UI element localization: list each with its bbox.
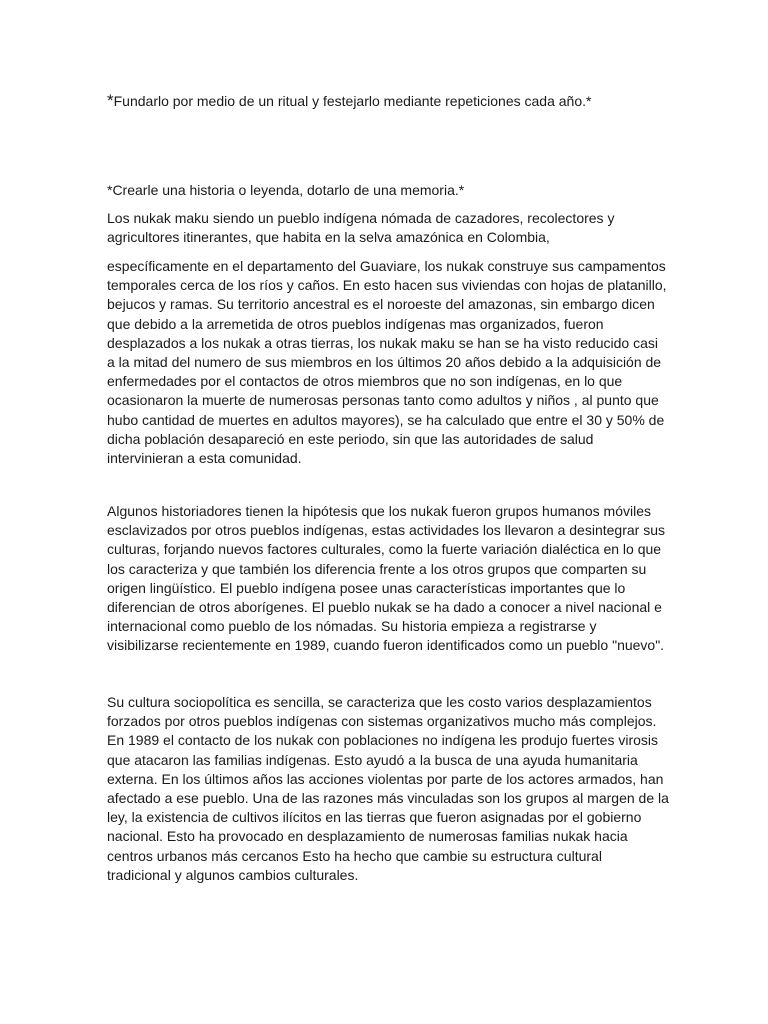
text-line: origen lingüístico. El pueblo indígena posee unas características importantes que lo [107,579,626,596]
text-line: Su cultura sociopolítica es sencilla, se caracteriza que les costo varios desplazamientos [107,694,652,710]
text-line: los caracteriza y que también los diferencia frente a los otros grupos que comparten su [107,560,647,577]
text-line: internacional como pueblo de los nómadas. Su historia empieza a registrarse y [107,618,597,635]
text-line: tradicional y algunos cambios culturales. [107,866,359,883]
text-line: temporales cerca de los ríos y caños. En esto hacen sus viviendas con hojas de platanillo, [107,277,667,294]
text-line: enfermedades por el contactos de otros miembros que no son indígenas, en lo que [107,373,623,390]
paragraph-sociopolitica [107,693,667,885]
text-line: bejucos y ramas. Su territorio ancestral es el noroeste del amazonas, sin embargo dicen [107,296,655,313]
text-line: culturas, forjando nuevos factores culturales, como la fuerte variación dialéctica en lo que [107,541,662,558]
text-line: centros urbanos más cercanos Esto ha hecho que cambie su estructura cultural [107,847,602,864]
text-line: visibilizarse recientemente en 1989, cuando fueron identificados como un pueblo "nuevo". [107,637,665,654]
text-line: que debido a la arremetida de otros pueblos indígenas mas organizados, fueron [107,315,604,332]
leading-asterisk: * [107,91,114,110]
text-line: Algunos historiadores tienen la hipótesis que los nukak fueron grupos humanos móviles [107,503,651,519]
text-line: específicamente en el departamento del Guaviare, los nukak construye sus campamentos [107,258,666,274]
text-line: En 1989 el contacto de los nukak con poblaciones no indígena les produjo fuertes virosis [107,732,659,749]
text-line: desplazados a los nukak a otras tierras, los nukak maku se han se ha visto reducido casi [107,334,658,351]
text-line: Los nukak maku siendo un pueblo indígena nómada de cazadores, recolectores y [107,210,615,226]
text-line: intervinieran a esta comunidad. [107,450,302,467]
text-line: ocasionaron la muerte de numerosas personas tanto como adultos y niños , al punto que [107,392,659,409]
text-line: forzados por otros pueblos indígenas con sistemas organizativos mucho más complejos. [107,713,657,730]
text-line: agricultores itinerantes, que habita en la selva amazónica en Colombia, [107,229,550,246]
text-line: *Fundarlo por medio de un ritual y festejarlo mediante repeticiones cada año.* [107,91,592,110]
text-line: a la mitad del numero de sus miembros en los últimos 20 años debido a la adquisición de [107,354,662,371]
text-line: *Crearle una historia o leyenda, dotarlo de una memoria.* [107,182,465,198]
paragraph-nukak-intro [107,209,667,247]
paragraph-ritual [107,91,667,111]
text-line: que atacaron las familias indígenas. Esto ayudó a la busca de una ayuda humanitaria [107,751,638,768]
text-line: hubo cantidad de muertes en adultos mayores), se ha calculado que entre el 30 y 50% de [107,411,665,428]
paragraph-historiadores [107,502,667,656]
text-line: ley, la existencia de cultivos ilícitos en las tierras que fueron asignadas por el gobierno [107,809,642,826]
paragraph-historia [107,181,667,200]
text-line: esclavizados por otros pueblos indígenas, estas actividades los llevaron a desintegrar sus [107,522,665,539]
text-line: dicha población desapareció en este periodo, sin que las autoridades de salud [107,430,594,447]
text-line: afectado a ese pueblo. Una de las razones más vinculadas son los grupos al margen de la [107,790,669,807]
paragraph-guaviare [107,257,667,468]
text-line: nacional. Esto ha provocado en desplazamiento de numerosas familias nukak hacia [107,828,628,845]
text-line: externa. En los últimos años las acciones violentas por parte de los actores armados, han [107,770,664,787]
text-line: diferencian de otros aborígenes. El pueblo nukak se ha dado a conocer a nivel nacional e [107,599,662,616]
